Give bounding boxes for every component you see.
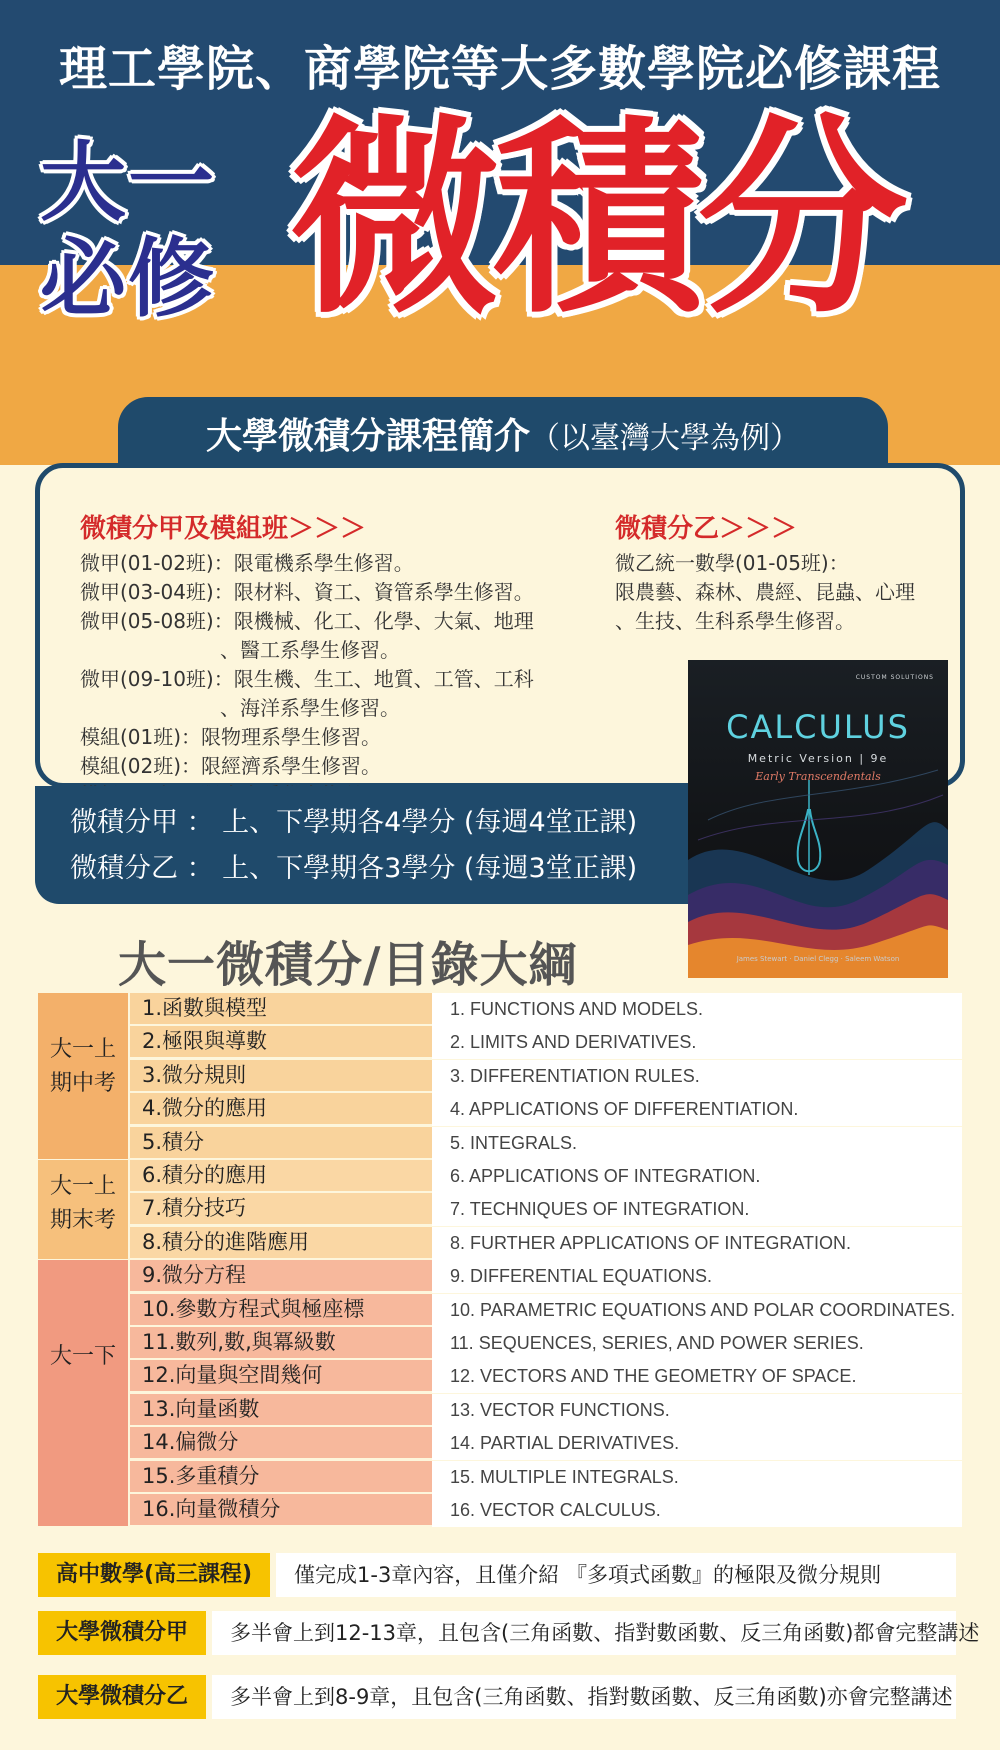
toc-chapter-en: 14. PARTIAL DERIVATIVES. — [432, 1427, 962, 1460]
toc-row — [38, 993, 962, 1025]
calculus-a-line: 模組(01班)：限物理系學生修習。 — [80, 725, 382, 749]
intro-title-sub: （以臺灣大學為例） — [530, 421, 800, 456]
toc-chapter-zh: 7.積分技巧 — [130, 1193, 432, 1224]
toc-row — [38, 1227, 962, 1259]
toc-group-label: 大一上 期中考 — [49, 1037, 116, 1096]
top-banner: 理工學院、商學院等大多數學院必修課程 — [58, 41, 941, 97]
comparison-text: 僅完成1-3章內容，且僅介紹 『多項式函數』的極限及微分規則 — [276, 1553, 956, 1597]
toc-chapter-zh: 16.向量微積分 — [130, 1494, 432, 1525]
toc-chapter-zh: 3.微分規則 — [130, 1060, 432, 1091]
calculus-a-line: 微甲(01-02班)：限電機系學生修習。 — [80, 551, 414, 575]
calculus-a-line: 微甲(09-10班)：限生機、生工、地質、工管、工科 — [80, 667, 534, 691]
toc-group-label: 大一下 — [49, 1344, 116, 1370]
textbook-title: CALCULUS — [726, 708, 910, 746]
textbook-edition: Early Transcendentals — [755, 770, 881, 783]
textbook-publisher: CUSTOM SOLUTIONS — [855, 674, 934, 681]
calculus-b-line: 、生技、生科系學生修習。 — [615, 609, 855, 633]
required-line-2: 必修 — [40, 229, 216, 329]
calculus-a-line: 、海洋系學生修習。 — [80, 696, 400, 720]
toc-row — [38, 1327, 962, 1359]
toc-row — [38, 1093, 962, 1125]
required-line-1: 大一 — [40, 133, 216, 233]
toc-chapter-en: 7. TECHNIQUES OF INTEGRATION. — [432, 1193, 962, 1226]
textbook-subtitle: Metric Version | 9e — [747, 752, 889, 765]
toc-row — [38, 1360, 962, 1392]
toc-row — [38, 1461, 962, 1493]
calculus-a-line: 微甲(05-08班)：限機械、化工、化學、大氣、地理 — [80, 609, 534, 633]
toc-row — [38, 1193, 962, 1225]
comparison-label: 高中數學(高三課程) — [38, 1553, 270, 1597]
toc-chapter-zh: 10.參數方程式與極座標 — [130, 1294, 432, 1325]
toc-chapter-zh: 12.向量與空間幾何 — [130, 1360, 432, 1391]
calculus-b-section — [615, 508, 955, 636]
calculus-a-line: 、醫工系學生修習。 — [80, 638, 400, 662]
toc-chapter-en: 2. LIMITS AND DERIVATIVES. — [432, 1026, 962, 1059]
calculus-a-list — [80, 549, 640, 810]
toc-heading: 大一微積分/目錄大綱 — [118, 937, 578, 993]
toc-chapter-zh: 5.積分 — [130, 1127, 432, 1158]
textbook-authors: James Stewart · Daniel Clegg · Saleem Watson — [736, 955, 900, 963]
calculus-b-line: 微乙統一數學(01-05班)： — [615, 551, 849, 575]
comparison-text: 多半會上到12-13章，且包含(三角函數、指對數函數、反三角函數)都會完整講述 — [212, 1611, 956, 1655]
calculus-b-line: 限農藝、森林、農經、昆蟲、心理 — [615, 580, 915, 604]
toc-chapter-zh: 8.積分的進階應用 — [130, 1227, 432, 1258]
intro-title-main: 大學微積分課程簡介 — [205, 416, 530, 457]
toc-row — [38, 1060, 962, 1092]
toc-row — [38, 1394, 962, 1426]
required-label — [40, 135, 290, 327]
toc-chapter-en: 9. DIFFERENTIAL EQUATIONS. — [432, 1260, 962, 1293]
credits-line-a: 微積分甲 ： 上、下學期各4學分 (每週4堂正課) — [70, 807, 638, 838]
calculus-a-heading: 微積分甲及模組班＞＞＞ — [80, 514, 367, 544]
toc-chapter-zh: 15.多重積分 — [130, 1461, 432, 1492]
comparison-label: 大學微積分乙 — [38, 1675, 206, 1719]
toc-chapter-zh: 11.數列,數,與冪級數 — [130, 1327, 432, 1358]
toc-chapter-zh: 14.偏微分 — [130, 1427, 432, 1458]
calculus-a-line: 微甲(03-04班)：限材料、資工、資管系學生修習。 — [80, 580, 534, 604]
intro-title — [118, 408, 888, 459]
toc-chapter-zh: 1.函數與模型 — [130, 993, 432, 1024]
toc-chapter-zh: 13.向量函數 — [130, 1394, 432, 1425]
credits-box — [35, 786, 735, 904]
toc-row — [38, 1294, 962, 1326]
textbook-cover — [688, 660, 948, 978]
calculus-a-section — [80, 508, 640, 810]
toc-chapter-zh: 4.微分的應用 — [130, 1093, 432, 1124]
comparison-text: 多半會上到8-9章，且包含(三角函數、指對數函數、反三角函數)亦會完整講述 — [212, 1675, 956, 1719]
toc-row — [38, 1494, 962, 1526]
toc-chapter-zh: 9.微分方程 — [130, 1260, 432, 1291]
toc-chapter-en: 10. PARAMETRIC EQUATIONS AND POLAR COORDINATES. — [432, 1294, 962, 1327]
comparison-label: 大學微積分甲 — [38, 1611, 206, 1655]
calculus-b-list — [615, 549, 955, 636]
calculus-b-heading: 微積分乙＞＞＞ — [615, 514, 798, 544]
toc-chapter-en: 12. VECTORS AND THE GEOMETRY OF SPACE. — [432, 1360, 962, 1393]
toc-chapter-en: 16. VECTOR CALCULUS. — [432, 1494, 962, 1527]
toc-chapter-en: 11. SEQUENCES, SERIES, AND POWER SERIES. — [432, 1327, 962, 1360]
toc-chapter-en: 8. FURTHER APPLICATIONS OF INTEGRATION. — [432, 1227, 962, 1260]
toc-row — [38, 1260, 962, 1292]
toc-row — [38, 1127, 962, 1159]
toc-chapter-en: 15. MULTIPLE INTEGRALS. — [432, 1461, 962, 1494]
main-title: 微積分 — [290, 97, 903, 342]
toc-group-label: 大一上 期末考 — [49, 1174, 116, 1233]
toc-chapter-en: 13. VECTOR FUNCTIONS. — [432, 1394, 962, 1427]
toc-chapter-en: 5. INTEGRALS. — [432, 1127, 962, 1160]
toc-chapter-en: 6. APPLICATIONS OF INTEGRATION. — [432, 1160, 962, 1193]
toc-chapter-zh: 6.積分的應用 — [130, 1160, 432, 1191]
toc-chapter-en: 1. FUNCTIONS AND MODELS. — [432, 993, 962, 1026]
toc-chapter-en: 4. APPLICATIONS OF DIFFERENTIATION. — [432, 1093, 962, 1126]
toc-chapter-en: 3. DIFFERENTIATION RULES. — [432, 1060, 962, 1093]
credits-line-b: 微積分乙 ： 上、下學期各3學分 (每週3堂正課) — [70, 853, 638, 884]
toc-row — [38, 1427, 962, 1459]
calculus-a-line: 模組(02班)：限經濟系學生修習。 — [80, 754, 382, 778]
toc-row — [38, 1160, 962, 1192]
toc-chapter-zh: 2.極限與導數 — [130, 1026, 432, 1057]
toc-row — [38, 1026, 962, 1058]
